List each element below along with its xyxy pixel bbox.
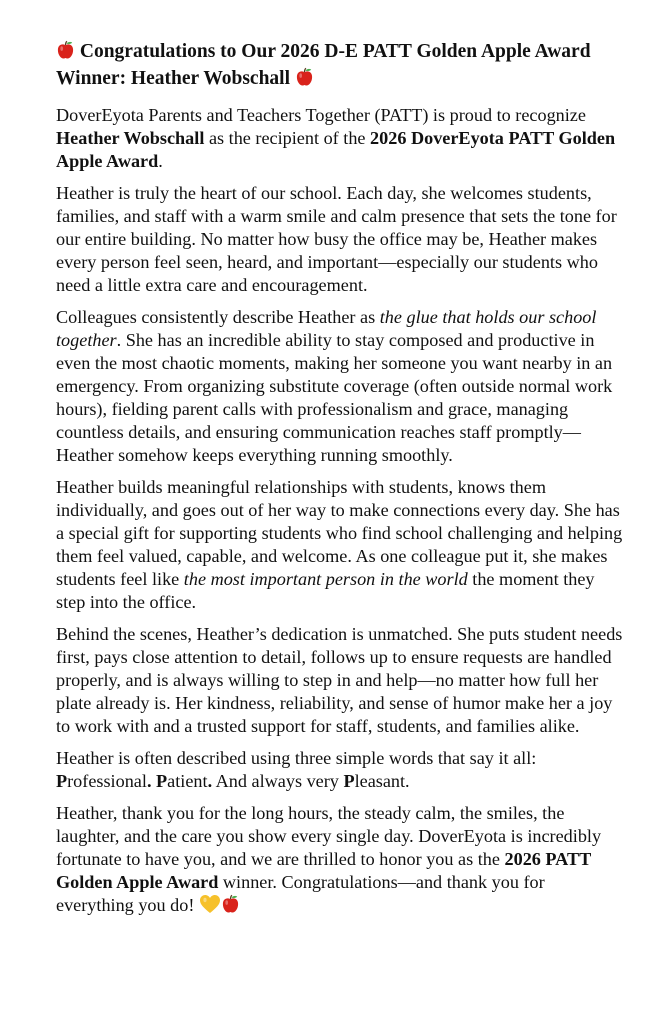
quote-text: the glue that holds our school together (56, 307, 597, 350)
apple-icon (295, 67, 314, 94)
paragraph-behind-scenes: Behind the scenes, Heather’s dedication is unmatched. She puts student needs first, pays close attention to detail, follows up to ensure requests are handled properly, and is always willing to step in and help—no matter how full her plate already is. Her kindness, reliability, and sense of humor make her a joy to work with and a trusted support for staff, students, and families alike. (56, 624, 623, 736)
title-text: Congratulations to Our 2026 D-E PATT Golden Apple Award Winner: Heather Wobschall (56, 41, 591, 89)
paragraph-text: Heather is often described using three simple words that say it all: (56, 748, 537, 768)
word-rest: leasant. (354, 771, 410, 791)
paragraph-thank-you (56, 802, 624, 920)
word-initial: P (343, 771, 355, 791)
word-dot: . (146, 771, 152, 791)
intro-text: . (158, 151, 163, 171)
quote-text: the most important person in the world (183, 569, 468, 589)
word-initial: P (156, 771, 168, 791)
word-initial: P (56, 771, 68, 791)
honoree-name: Heather Wobschall (56, 128, 205, 148)
word-rest: rofessional (67, 771, 147, 791)
paragraph-heart-of-school: Heather is truly the heart of our school. Each day, she welcomes students, families, and staff with a warm smile and calm presence that sets the tone for our entire building. No matter how busy the office may be, Heather makes every person feel seen, heard, and important—especially our students who need a little extra care and encouragement. (56, 183, 617, 295)
award-name: 2026 PATT Golden Apple Award (56, 849, 591, 892)
intro-paragraph (56, 104, 624, 173)
page-title (56, 40, 624, 94)
intro-text: DoverEyota Parents and Teachers Together (PATT) is proud to recognize (56, 105, 586, 125)
award-name: 2026 DoverEyota PATT Golden Apple Award (56, 128, 616, 171)
paragraph-relationships (56, 476, 624, 614)
paragraph-text: Heather builds meaningful relationships with students, knows them individually, and goes out of her way to make connections every day. She has a special gift for supporting students who find school challenging and helping them feel valued, capable, and welcome. As one colleague put it, she makes students feel like (56, 477, 623, 589)
document (56, 40, 624, 929)
apple-icon (56, 40, 75, 67)
paragraph-text: winner. Congratulations—and thank you for everything you do! (56, 872, 545, 915)
paragraph-text: the moment they step into the office. (56, 569, 595, 612)
paragraph-colleagues (56, 306, 624, 467)
intro-text: as the recipient of the (204, 128, 371, 148)
paragraph-three-words (56, 747, 624, 793)
word-rest: atient (167, 771, 208, 791)
paragraph-text: Colleagues consistently describe Heather as (56, 307, 380, 327)
paragraph-text: . She has an incredible ability to stay composed and productive in even the most chaotic moments, making her someone you want nearby in an emergency. From organizing substitute coverage (often outside normal work hours), fielding parent calls with professionalism and grace, managing countless details, and ensuring communication reaches staff promptly—Heather somehow keeps everything running smoothly. (56, 330, 613, 465)
paragraph-text: And always very (212, 771, 344, 791)
yellow-heart-icon (199, 894, 221, 920)
apple-icon (221, 894, 240, 920)
paragraph-text: Heather, thank you for the long hours, the steady calm, the smiles, the laughter, and the care you show every single day. DoverEyota is incredibly fortunate to have you, and we are thrilled to honor you as the (56, 803, 602, 869)
word-dot: . (207, 771, 213, 791)
